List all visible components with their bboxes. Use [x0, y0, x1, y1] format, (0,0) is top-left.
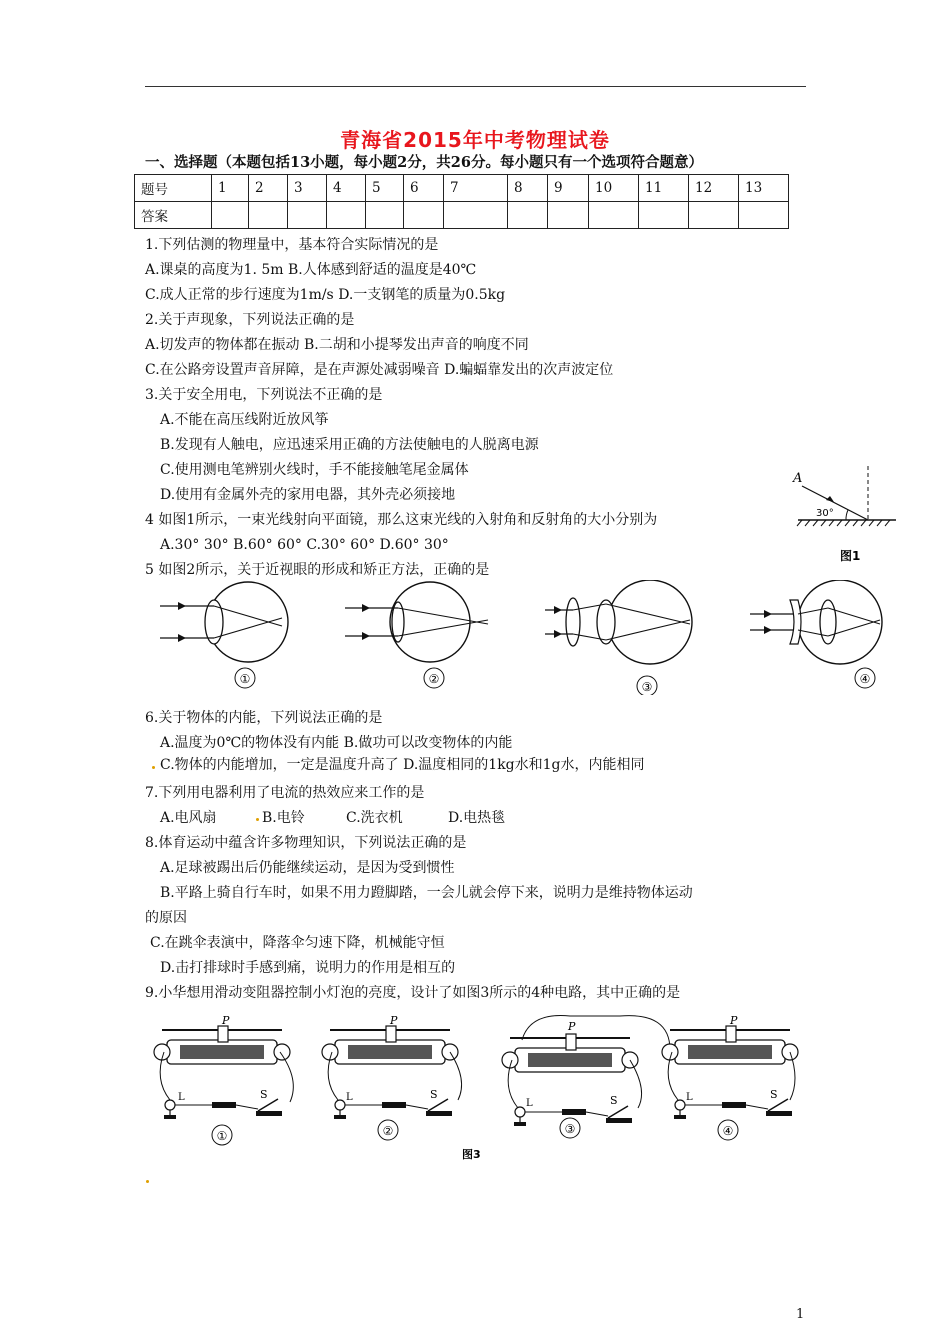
fig3-label-2: ②: [382, 1124, 394, 1138]
option-line: C.成人正常的步行速度为1m/s D.一支钢笔的质量为0.5kg: [145, 287, 506, 303]
table-cell: [444, 202, 508, 229]
table-cell: [639, 202, 689, 229]
fig3-l-label: L: [178, 1092, 185, 1103]
table-cell: [366, 202, 404, 229]
eye-diagram-2: [345, 582, 488, 688]
option-line: D.使用有金属外壳的家用电器，其外壳必须接地: [160, 487, 456, 503]
table-cell: 5: [366, 175, 404, 202]
option-d: D.电热毯: [448, 810, 506, 826]
option-line: C.使用测电笔辨别火线时，手不能接触笔尾金属体: [160, 462, 469, 478]
option-a: A.电风扇: [160, 810, 217, 826]
option-line: C.在公路旁设置声音屏障，是在声源处减弱噪音 D.蝙蝠靠发出的次声波定位: [145, 362, 614, 378]
table-header-cell: 答案: [135, 202, 212, 229]
section-heading: 一、选择题（本题包括13小题，每小题2分，共26分。每小题只有一个选项符合题意）: [145, 154, 703, 171]
page-title: 青海省2015年中考物理试卷: [340, 128, 610, 152]
circuit-1: [154, 1014, 293, 1145]
fig2-label-4: ④: [859, 672, 871, 686]
table-cell: 12: [689, 175, 739, 202]
fig3-l-label: L: [346, 1092, 353, 1103]
option-line: A.30° 30° B.60° 60° C.30° 60° D.60° 30°: [160, 537, 449, 553]
table-cell: 4: [327, 175, 366, 202]
figure-1-mirror: [788, 464, 918, 564]
fig1-angle-label: 30°: [816, 508, 834, 519]
table-cell: [589, 202, 639, 229]
table-cell: [212, 202, 249, 229]
table-cell: 1: [212, 175, 249, 202]
page-number: 1: [796, 1307, 805, 1322]
table-header-cell: 题号: [135, 175, 212, 202]
figure-2-eyes: [150, 580, 890, 695]
stray-mark: [256, 818, 259, 821]
fig3-l-label: L: [526, 1098, 533, 1109]
fig2-label-1: ①: [239, 672, 251, 686]
table-cell: 11: [639, 175, 689, 202]
table-cell: [327, 202, 366, 229]
question-1: 1.下列估测的物理量中，基本符合实际情况的是: [145, 237, 439, 253]
option-line: A.足球被踢出后仍能继续运动，是因为受到惯性: [160, 860, 455, 876]
stray-mark: [152, 766, 155, 769]
fig3-s-label: S: [260, 1088, 268, 1101]
option-line: A.课桌的高度为1. 5m B.人体感到舒适的温度是40℃: [145, 262, 477, 278]
fig3-s-label: S: [770, 1088, 778, 1101]
table-cell: 8: [508, 175, 548, 202]
question-8: 8.体育运动中蕴含许多物理知识，下列说法正确的是: [145, 835, 467, 851]
option-line: C.在跳伞表演中，降落伞匀速下降，机械能守恒: [150, 935, 445, 951]
question-9: 9.小华想用滑动变阻器控制小灯泡的亮度，设计了如图3所示的4种电路，其中正确的是: [145, 985, 681, 1001]
header-rule: [145, 86, 806, 87]
table-cell: [249, 202, 288, 229]
question-5: 5 如图2所示，关于近视眼的形成和矫正方法，正确的是: [145, 562, 490, 578]
fig3-p-label: P: [222, 1014, 230, 1027]
question-3: 3.关于安全用电，下列说法不正确的是: [145, 387, 383, 403]
option-line: B.平路上骑自行车时，如果不用力蹬脚踏，一会儿就会停下来，说明力是维持物体运动: [160, 885, 693, 901]
option-line: A.不能在高压线附近放风筝: [160, 412, 329, 428]
option-line: C.物体的内能增加，一定是温度升高了 D.温度相同的1kg水和1g水，内能相同: [160, 757, 645, 773]
eye-diagram-4: [750, 580, 882, 688]
option-b: B.电铃: [262, 810, 305, 826]
stray-mark: [146, 1180, 149, 1183]
table-row: [135, 202, 789, 229]
eye-diagram-3: [545, 580, 692, 695]
option-line: A.温度为0℃的物体没有内能 B.做功可以改变物体的内能: [160, 735, 513, 751]
table-cell: 6: [404, 175, 444, 202]
table-cell: [548, 202, 589, 229]
table-cell: 7: [444, 175, 508, 202]
option-line: A.切发声的物体都在振动 B.二胡和小提琴发出声音的响度不同: [145, 337, 529, 353]
table-cell: 13: [739, 175, 789, 202]
option-line: B.发现有人触电，应迅速采用正确的方法使触电的人脱离电源: [160, 437, 539, 453]
table-cell: 10: [589, 175, 639, 202]
eye-diagram-1: [160, 582, 288, 688]
answer-table: [134, 174, 789, 229]
circuit-2: [322, 1014, 462, 1140]
table-cell: [689, 202, 739, 229]
table-row: [135, 175, 789, 202]
question-6: 6.关于物体的内能，下列说法正确的是: [145, 710, 383, 726]
table-cell: [739, 202, 789, 229]
table-cell: [288, 202, 327, 229]
question-2: 2.关于声现象，下列说法正确的是: [145, 312, 355, 328]
fig3-p-label: P: [730, 1014, 738, 1027]
option-line-cont: 的原因: [145, 910, 187, 926]
option-line: D.击打排球时手感到痛，说明力的作用是相互的: [160, 960, 456, 976]
fig1-caption: 图1: [840, 549, 861, 563]
table-cell: 3: [288, 175, 327, 202]
fig3-l-label: L: [686, 1092, 693, 1103]
table-cell: 2: [249, 175, 288, 202]
fig3-caption: 图3: [462, 1148, 481, 1161]
option-c: C.洗衣机: [346, 810, 403, 826]
question-4: 4 如图1所示，一束光线射向平面镜，那么这束光线的入射角和反射角的大小分别为: [145, 512, 658, 528]
table-cell: [404, 202, 444, 229]
fig3-s-label: S: [430, 1088, 438, 1101]
circuit-3: [502, 1016, 670, 1139]
fig3-p-label: P: [390, 1014, 398, 1027]
table-cell: 9: [548, 175, 589, 202]
fig3-label-3: ③: [564, 1122, 576, 1136]
table-cell: [508, 202, 548, 229]
figure-3-circuits: [150, 1010, 800, 1165]
question-7: 7.下列用电器利用了电流的热效应来工作的是: [145, 785, 425, 801]
fig2-label-3: ③: [641, 680, 653, 694]
fig3-label-4: ④: [722, 1124, 734, 1138]
fig3-s-label: S: [610, 1094, 618, 1107]
fig2-label-2: ②: [428, 672, 440, 686]
circuit-4: [662, 1014, 798, 1140]
fig1-label-a: A: [793, 471, 803, 486]
fig3-p-label: P: [568, 1020, 576, 1033]
fig3-label-1: ①: [216, 1129, 228, 1143]
